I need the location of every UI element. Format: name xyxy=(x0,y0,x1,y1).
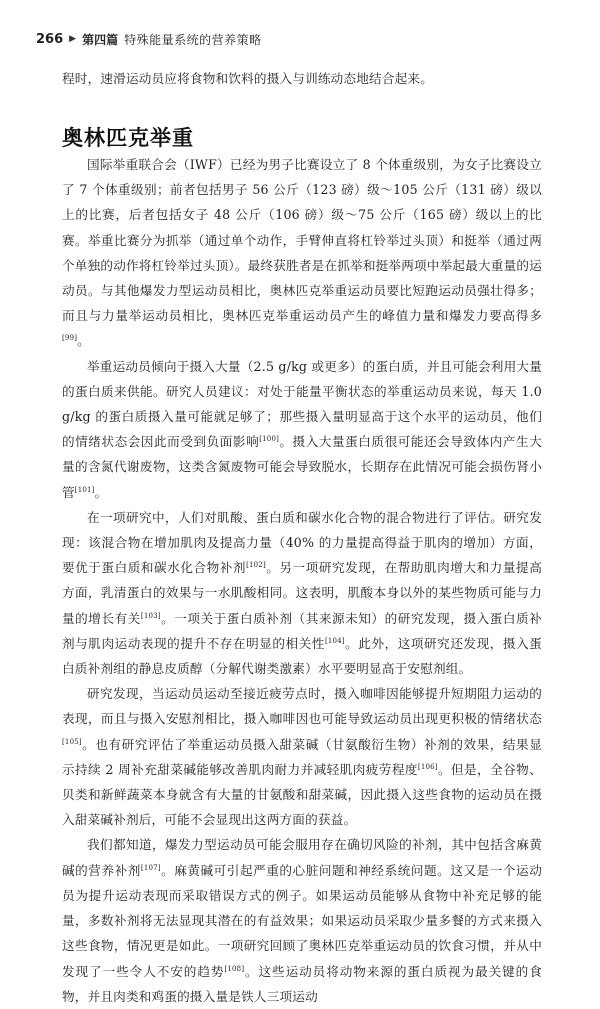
paragraph-text: 举重运动员倾向于摄入大量（2.5 g/kg 或更多）的蛋白质，并且可能会利用大量的蛋白质来供能。研究人员建议：对处于能量平衡状态的举重运动员来说，每天 1.0 g/kg 的蛋白质摄入量可能就足够了；那些摄入量明显高于这个水平的运动员，他们的情绪状态会因此而受到负面影响 xyxy=(62,358,542,450)
running-header xyxy=(36,28,566,50)
section-body xyxy=(62,152,542,1009)
paragraph-text: 。这些运动员将动物来源的蛋白质视为最关键的食物，并且肉类和鸡蛋的摄入量是铁人三项运动 xyxy=(62,963,543,1004)
paragraph-text: 。但是，全谷物、贝类和新鲜蔬菜本身就含有大量的甘氨酸和甜菜碱，因此摄入这些食物的运动员在摄入甜菜碱补剂后，可能不会显现出这两方面的获益。 xyxy=(62,761,542,828)
header-part: 第四篇 xyxy=(82,32,119,47)
citation-ref: [106] xyxy=(417,762,438,771)
paragraph-text: 国际举重联合会（IWF）已经为男子比赛设立了 8 个体重级别，为女子比赛设立了 7 个体重级别；前者包括男子 56 公斤（123 磅）级～105 公斤（131 磅）级以上的比赛，后者包括女子 48 公斤（106 磅）级～75 公斤（165 磅）级以上的比赛。举重比赛分为抓举（通过单个动作，手臂伸直将杠铃举过头顶）和挺举（通过两个单独的动作将杠铃举过头顶）。最终获胜者是在抓举和挺举两项中举起最大重量的运动员。与其他爆发力型运动员相比，奥林匹克举重运动员要比短跑运动员强壮得多；而且与力量举运动员相比，奥林匹克举重运动员产生的峰值力量和爆发力要高得多 xyxy=(62,157,542,324)
header-arrow-icon: ▶ xyxy=(69,34,77,44)
citation-ref: [108] xyxy=(224,964,245,973)
body-paragraph-p3 xyxy=(62,505,542,681)
body-paragraph-p4 xyxy=(62,681,542,832)
paragraph-text: 。 xyxy=(77,333,90,349)
paragraph-text: 我们都知道，爆发力型运动员可能会服用存在确切风险的补剂，其中包括含麻黄碱的营养补剂 xyxy=(62,837,542,878)
paragraph-text: 。一项关于蛋白质补剂（其来源未知）的研究发现，摄入蛋白质补剂与肌肉运动表现的提升不存在明显的相关性 xyxy=(62,610,542,651)
body-paragraph-p5 xyxy=(62,832,542,1008)
body-paragraph-p1 xyxy=(62,152,542,354)
citation-ref: [100] xyxy=(259,435,280,444)
citation-ref: [101] xyxy=(74,485,95,494)
citation-ref: [107] xyxy=(140,863,161,872)
paragraph-text: 。另一项研究发现，在帮助肌肉增大和力量提高方面，乳清蛋白的效果与一水肌酸相同。这表明，肌酸本身以外的某些物质可能与力量的增长有关 xyxy=(62,560,542,626)
citation-ref: [105] xyxy=(62,737,82,746)
citation-ref: [99] xyxy=(62,334,78,343)
header-title: 特殊能量系统的营养策略 xyxy=(124,32,262,47)
paragraph-text: 。摄入大量蛋白质很可能还会导致体内产生大量的含氮代谢废物，这类含氮废物可能会导致脱水，长期存在此情况可能会损伤肾小管 xyxy=(62,434,543,500)
body-paragraph-p2 xyxy=(62,354,542,505)
paragraph-text: 研究发现，当运动员运动至接近疲劳点时，摄入咖啡因能够提升短期阻力运动的表现，而且与摄入安慰剂相比，摄入咖啡因也可能导致运动员出现更积极的情绪状态 xyxy=(62,686,542,727)
section-heading: 奥林匹克举重 xyxy=(62,126,194,150)
citation-ref: [102] xyxy=(246,561,266,570)
paragraph-text: 在一项研究中，人们对肌酸、蛋白质和碳水化合物的混合物进行了评估。研究发现：该混合物在增加肌肉及提高力量（40% 的力量提高得益于肌肉的增加）方面，要优于蛋白质和碳水化合物补剂 xyxy=(62,509,542,576)
citation-ref: [104] xyxy=(324,636,345,645)
paragraph-text: 。也有研究评估了举重运动员摄入甜菜碱（甘氨酸衍生物）补剂的效果，结果显示持续 2 周补充甜菜碱能够改善肌肉耐力并减轻肌肉疲劳程度 xyxy=(62,736,542,777)
paragraph-text: 。麻黄碱可引起严重的心脏问题和神经系统问题。这又是一个运动员为提升运动表现而采取错误方式的例子。如果运动员能够从食物中补充足够的能量，多数补剂将无法显现其潜在的有益效果；如果运动员采取少量多餐的方式来摄入这些食物，情况更是如此。一项研究回顾了奥林匹克举重运动员的饮食习惯，并从中发现了一些令人不安的趋势 xyxy=(62,862,542,979)
paragraph-text: 。 xyxy=(94,484,108,500)
intro-paragraph: 程时，速滑运动员应将食物和饮料的摄入与训练动态地结合起来。 xyxy=(62,71,434,86)
intro-block xyxy=(62,66,542,91)
paragraph-text: 。此外，这项研究还发现，摄入蛋白质补剂组的静息皮质醇（分解代谢类激素）水平要明显高于安慰剂组。 xyxy=(62,635,543,677)
citation-ref: [103] xyxy=(140,611,161,620)
page-number: 266 xyxy=(36,31,64,47)
